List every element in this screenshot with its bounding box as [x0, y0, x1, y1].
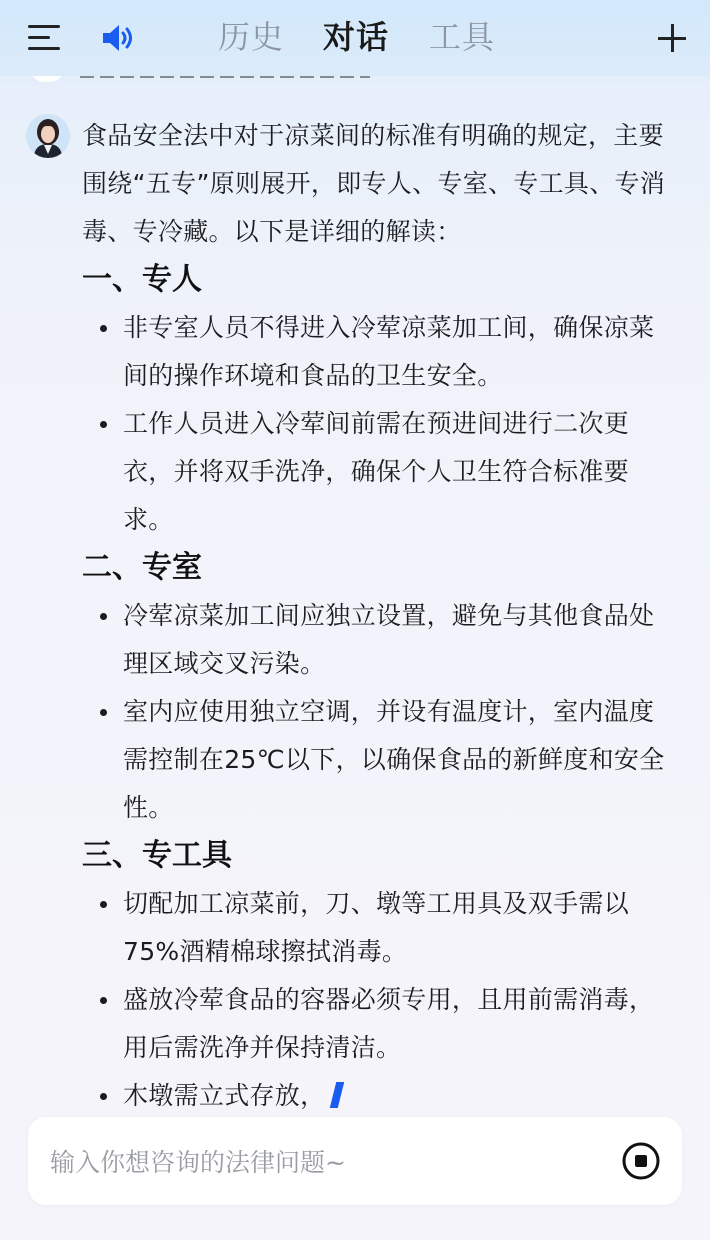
menu-icon[interactable] [28, 24, 62, 52]
list-item: 室内应使用独立空调，并设有温度计，室内温度需控制在25℃以下，以确保食品的新鲜度和安全性。 [123, 688, 673, 832]
list-item: 盛放冷荤食品的容器必须专用，且用前需消毒，用后需洗净并保持清洁。 [123, 976, 673, 1072]
list-item: 冷荤凉菜加工间应独立设置，避免与其他食品处理区域交叉污染。 [123, 592, 673, 688]
section-title: 一、专人 [82, 262, 202, 297]
tab-history[interactable]: 历史 [218, 18, 285, 56]
bullet-list [82, 592, 682, 832]
top-bar [0, 0, 710, 76]
section-title: 二、专室 [82, 550, 202, 585]
speaker-icon[interactable] [100, 22, 136, 54]
list-item-text: 木墩需立式存放， [123, 1081, 326, 1110]
message-intro: 食品安全法中对于凉菜间的标准有明确的规定，主要围绕“五专”原则展开，即专人、专室、专工具、专消毒、专冷藏。以下是详细的解读： [82, 121, 666, 246]
assistant-avatar [26, 114, 70, 158]
plus-icon[interactable] [658, 24, 686, 52]
composer [28, 1117, 682, 1205]
stop-icon[interactable] [621, 1141, 661, 1181]
list-item [123, 1072, 673, 1120]
tab-chat[interactable]: 对话 [323, 18, 390, 56]
list-item: 工作人员进入冷荤间前需在预进间进行二次更衣，并将双手洗净，确保个人卫生符合标准要求。 [123, 400, 673, 544]
typing-cursor [330, 1082, 344, 1108]
list-item: 切配加工凉菜前，刀、墩等工用具及双手需以75%酒精棉球擦拭消毒。 [123, 880, 673, 976]
list-item: 非专室人员不得进入冷荤凉菜加工间，确保凉菜间的操作环境和食品的卫生安全。 [123, 304, 673, 400]
bullet-list [82, 880, 682, 1120]
question-input[interactable] [48, 1139, 612, 1185]
section-title: 三、专工具 [82, 838, 232, 873]
bullet-list [82, 304, 682, 544]
tab-tools[interactable]: 工具 [429, 18, 496, 56]
assistant-message [82, 112, 682, 1120]
